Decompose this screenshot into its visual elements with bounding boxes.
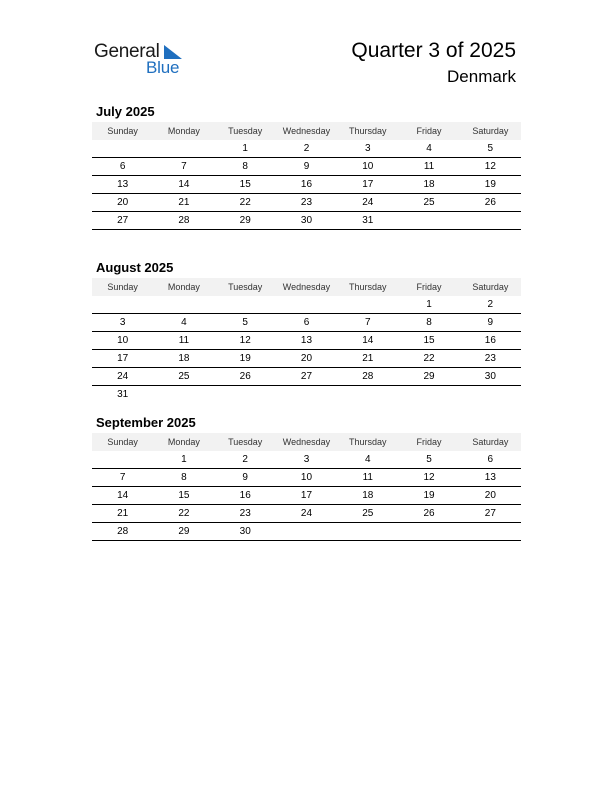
weekday-label: Saturday — [472, 437, 509, 447]
day-cell: 5 — [487, 142, 494, 154]
day-cell: 25 — [362, 507, 374, 519]
day-cell: 21 — [362, 352, 374, 364]
weekday-label: Monday — [167, 126, 200, 136]
day-cell: 21 — [117, 507, 129, 519]
day-cell: 29 — [239, 214, 251, 226]
day-cell: 1 — [181, 453, 187, 465]
day-cell: 4 — [426, 142, 432, 154]
day-cell: 22 — [178, 507, 190, 519]
day-cell: 28 — [362, 370, 374, 382]
day-cell: 3 — [119, 316, 126, 328]
day-cell: 15 — [178, 489, 190, 501]
day-cell: 20 — [117, 196, 129, 208]
day-cell: 17 — [362, 178, 374, 190]
day-cell: 11 — [423, 160, 435, 172]
day-cell: 14 — [117, 489, 129, 501]
month-calendar-september — [92, 415, 521, 541]
day-cell: 1 — [426, 298, 432, 310]
day-cell: 14 — [178, 178, 190, 190]
month-calendar-july — [92, 104, 521, 230]
day-cell: 25 — [178, 370, 190, 382]
day-cell: 28 — [117, 525, 129, 537]
day-cell: 17 — [117, 352, 129, 364]
weekday-label: Sunday — [107, 126, 138, 136]
day-cell: 11 — [362, 471, 373, 483]
day-cell: 23 — [239, 507, 251, 519]
weekday-label: Monday — [167, 282, 200, 292]
day-cell: 7 — [119, 471, 126, 483]
day-cell: 14 — [362, 334, 374, 346]
week-row — [92, 523, 521, 541]
country-name: Denmark — [447, 67, 516, 86]
weekday-label: Wednesday — [282, 126, 331, 136]
day-cell: 16 — [300, 178, 313, 190]
weekday-label: Saturday — [472, 126, 509, 136]
day-cell: 27 — [300, 370, 313, 382]
weekday-header — [92, 278, 521, 296]
day-cell: 26 — [484, 196, 496, 208]
weekday-label: Saturday — [472, 282, 509, 292]
weekday-label: Wednesday — [282, 282, 331, 292]
month-title: September 2025 — [96, 415, 196, 430]
day-cell: 4 — [181, 316, 187, 328]
day-cell: 1 — [242, 142, 248, 154]
day-cell: 3 — [303, 453, 310, 465]
logo-text-general: General — [94, 41, 160, 62]
week-row — [92, 469, 521, 487]
generalblue-logo — [94, 41, 194, 81]
day-cell: 23 — [300, 196, 313, 208]
day-cell: 21 — [178, 196, 190, 208]
day-cell: 16 — [239, 489, 251, 501]
day-cell: 31 — [362, 214, 374, 226]
weekday-header — [92, 433, 521, 451]
week-row — [92, 332, 521, 350]
day-cell: 8 — [181, 471, 187, 483]
day-cell: 18 — [423, 178, 435, 190]
weekday-label: Tuesday — [228, 282, 263, 292]
week-row — [92, 158, 521, 176]
day-cell: 30 — [484, 370, 496, 382]
day-cell: 16 — [484, 334, 496, 346]
weekday-label: Monday — [167, 437, 200, 447]
day-cell: 18 — [178, 352, 190, 364]
weekday-label: Tuesday — [228, 126, 263, 136]
week-row — [92, 451, 521, 469]
day-cell: 26 — [423, 507, 435, 519]
day-cell: 2 — [242, 453, 248, 465]
day-cell: 30 — [239, 525, 251, 537]
weekday-label: Thursday — [349, 126, 387, 136]
day-cell: 15 — [239, 178, 251, 190]
day-cell: 8 — [242, 160, 248, 172]
logo-text-blue: Blue — [146, 58, 180, 77]
day-cell: 27 — [117, 214, 129, 226]
week-row — [92, 314, 521, 332]
day-cell: 22 — [239, 196, 251, 208]
day-cell: 10 — [362, 160, 374, 172]
day-cell: 11 — [178, 334, 190, 346]
day-cell: 8 — [426, 316, 432, 328]
day-cell: 5 — [242, 316, 248, 328]
day-cell: 20 — [300, 352, 313, 364]
day-cell: 28 — [178, 214, 190, 226]
weekday-label: Friday — [416, 126, 442, 136]
day-cell: 9 — [242, 471, 248, 483]
week-row — [92, 350, 521, 368]
day-cell: 15 — [423, 334, 435, 346]
day-cell: 12 — [484, 160, 496, 172]
week-row — [92, 194, 521, 212]
day-cell: 30 — [300, 214, 313, 226]
weekday-header — [92, 122, 521, 140]
day-cell: 23 — [484, 352, 496, 364]
day-cell: 10 — [117, 334, 129, 346]
day-cell: 9 — [303, 160, 310, 172]
day-cell: 17 — [300, 489, 313, 501]
day-cell: 6 — [303, 316, 310, 328]
day-cell: 24 — [117, 370, 129, 382]
day-cell: 2 — [487, 298, 494, 310]
day-cell: 4 — [364, 453, 371, 465]
weekday-label: Thursday — [349, 282, 387, 292]
day-cell: 12 — [423, 471, 435, 483]
day-cell: 22 — [423, 352, 435, 364]
week-row — [92, 487, 521, 505]
day-cell: 13 — [117, 178, 129, 190]
day-cell: 19 — [239, 352, 251, 364]
month-title: August 2025 — [96, 260, 174, 275]
weekday-label: Thursday — [349, 437, 387, 447]
day-cell: 26 — [239, 370, 251, 382]
week-row — [92, 176, 521, 194]
day-cell: 10 — [300, 471, 313, 483]
day-cell: 18 — [362, 489, 374, 501]
weekday-label: Friday — [416, 282, 442, 292]
day-cell: 31 — [117, 388, 129, 400]
week-row — [92, 368, 521, 386]
day-cell: 7 — [181, 160, 187, 172]
month-title: July 2025 — [96, 104, 155, 119]
day-cell: 3 — [364, 142, 371, 154]
day-cell: 12 — [239, 334, 251, 346]
day-cell: 6 — [487, 453, 494, 465]
weekday-label: Friday — [416, 437, 442, 447]
week-row — [92, 386, 521, 403]
week-row — [92, 212, 521, 230]
day-cell: 9 — [487, 316, 494, 328]
week-row — [92, 296, 521, 314]
day-cell: 13 — [300, 334, 313, 346]
day-cell: 19 — [423, 489, 435, 501]
week-row — [92, 140, 521, 158]
weekday-label: Tuesday — [228, 437, 263, 447]
day-cell: 24 — [300, 507, 313, 519]
day-cell: 25 — [423, 196, 435, 208]
day-cell: 7 — [364, 316, 371, 328]
day-cell: 29 — [178, 525, 190, 537]
day-cell: 20 — [484, 489, 496, 501]
day-cell: 5 — [426, 453, 432, 465]
day-cell: 6 — [119, 160, 126, 172]
month-calendar-august — [92, 260, 521, 403]
day-cell: 24 — [362, 196, 374, 208]
weekday-label: Wednesday — [282, 437, 331, 447]
page-title: Quarter 3 of 2025 — [351, 39, 516, 62]
day-cell: 29 — [423, 370, 435, 382]
day-cell: 13 — [484, 471, 496, 483]
weekday-label: Sunday — [107, 282, 138, 292]
day-cell: 27 — [484, 507, 496, 519]
week-row — [92, 505, 521, 523]
weekday-label: Sunday — [107, 437, 138, 447]
day-cell: 2 — [303, 142, 310, 154]
day-cell: 19 — [484, 178, 496, 190]
